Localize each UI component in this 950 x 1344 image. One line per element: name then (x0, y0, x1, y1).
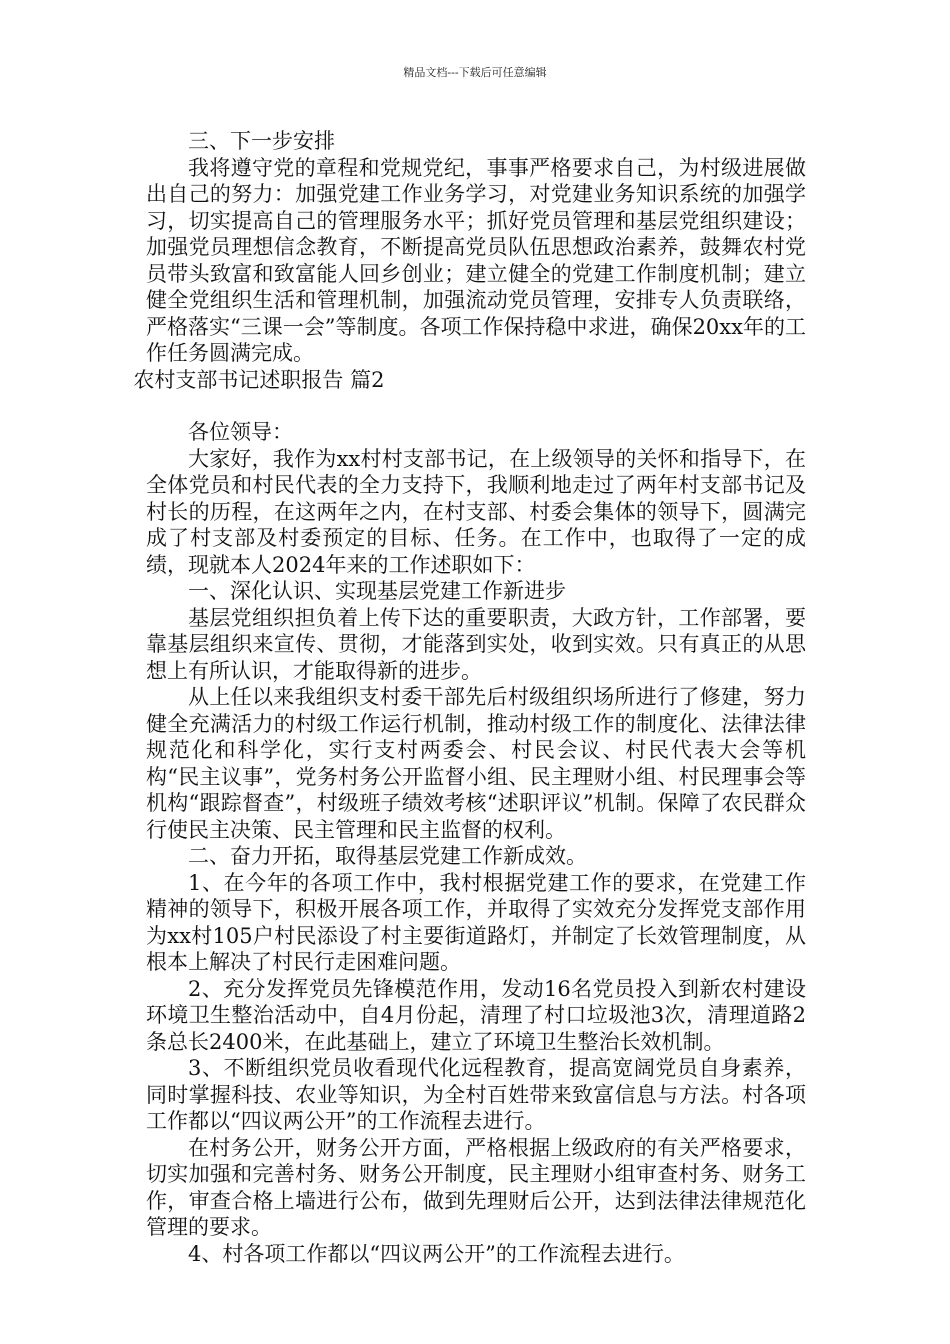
paragraph: 基层党组织担负着上传下达的重要职责，大政方针，工作部署，要靠基层组织来宣传、贯彻，才能落到实处，收到实效。只有真正的从思想上有所认识，才能取得新的进步。 (146, 605, 806, 683)
report-title: 农村支部书记述职报告 篇2 (133, 367, 385, 392)
paragraph: 2、充分发挥党员先锋模范作用，发动16名党员投入到新农村建设环境卫生整治活动中，自4月份起，清理了村口垃圾池3次，清理道路2条总长2400米，在此基础上，建立了环境卫生整治长效机制。 (146, 976, 806, 1054)
paragraph: 大家好，我作为xx村村支部书记，在上级领导的关怀和指导下，在全体党员和村民代表的全力支持下，我顺利地走过了两年村支部书记及村长的历程，在这两年之内，在村支部、村委会集体的领导下，圆满完成了村支部及村委预定的目标、任务。在工作中，也取得了一定的成绩，现就本人2024年来的工作述职如下： (146, 446, 806, 577)
paragraph: 3、不断组织党员收看现代化远程教育，提高宽阔党员自身素养，同时掌握科技、农业等知识，为全村百姓带来致富信息与方法。村各项工作都以“四议两公开”的工作流程去进行。 (146, 1056, 806, 1133)
section-heading: 二、奋力开拓，取得基层党建工作新成效。 (188, 844, 587, 868)
document-body (133, 128, 806, 1267)
paragraph: 4、村各项工作都以“四议两公开”的工作流程去进行。 (188, 1241, 685, 1266)
section-heading: 一、深化认识、实现基层党建工作新进步 (188, 579, 566, 603)
paragraph: 我将遵守党的章程和党规党纪，事事严格要求自己，为村级进展做出自己的努力：加强党建工作业务学习，对党建业务知识系统的加强学习，切实提高自己的管理服务水平；抓好党员管理和基层党组织建设；加强党员理想信念教育，不断提高党员队伍思想政治素养，鼓舞农村党员带头致富和致富能人回乡创业；建立健全的党建工作制度机制；建立健全党组织生活和管理机制，加强流动党员管理，安排专人负责联络，严格落实“三课一会”等制度。各项工作保持稳中求进，确保20xx年的工作任务圆满完成。 (146, 155, 806, 365)
section-heading: 三、下一步安排 (188, 129, 335, 153)
page-header: 精品文档---下载后可任意编辑 (403, 66, 547, 79)
paragraph: 1、在今年的各项工作中，我村根据党建工作的要求，在党建工作精神的领导下，积极开展各项工作，并取得了实效充分发挥党支部作用为xx村105户村民添设了村主要街道路灯，并制定了长效管理制度，从根本上解决了村民行走困难问题。 (146, 870, 806, 974)
paragraph: 从上任以来我组织支村委干部先后村级组织场所进行了修建，努力健全充满活力的村级工作运行机制，推动村级工作的制度化、法律法律规范化和科学化，实行支村两委会、村民会议、村民代表大会等机构“民主议事”，党务村务公开监督小组、民主理财小组、村民理事会等机构“跟踪督查”，村级班子绩效考核“述职评议”机制。保障了农民群众行使民主决策、民主管理和民主监督的权利。 (146, 685, 806, 842)
blank-line (146, 393, 806, 419)
salutation: 各位领导： (188, 420, 293, 444)
paragraph: 在村务公开，财务公开方面，严格根据上级政府的有关严格要求，切实加强和完善村务、财务公开制度，民主理财小组审查村务、财务工作，审查合格上墙进行公布，做到先理财后公开，达到法律法律规范化管理的要求。 (146, 1135, 806, 1239)
